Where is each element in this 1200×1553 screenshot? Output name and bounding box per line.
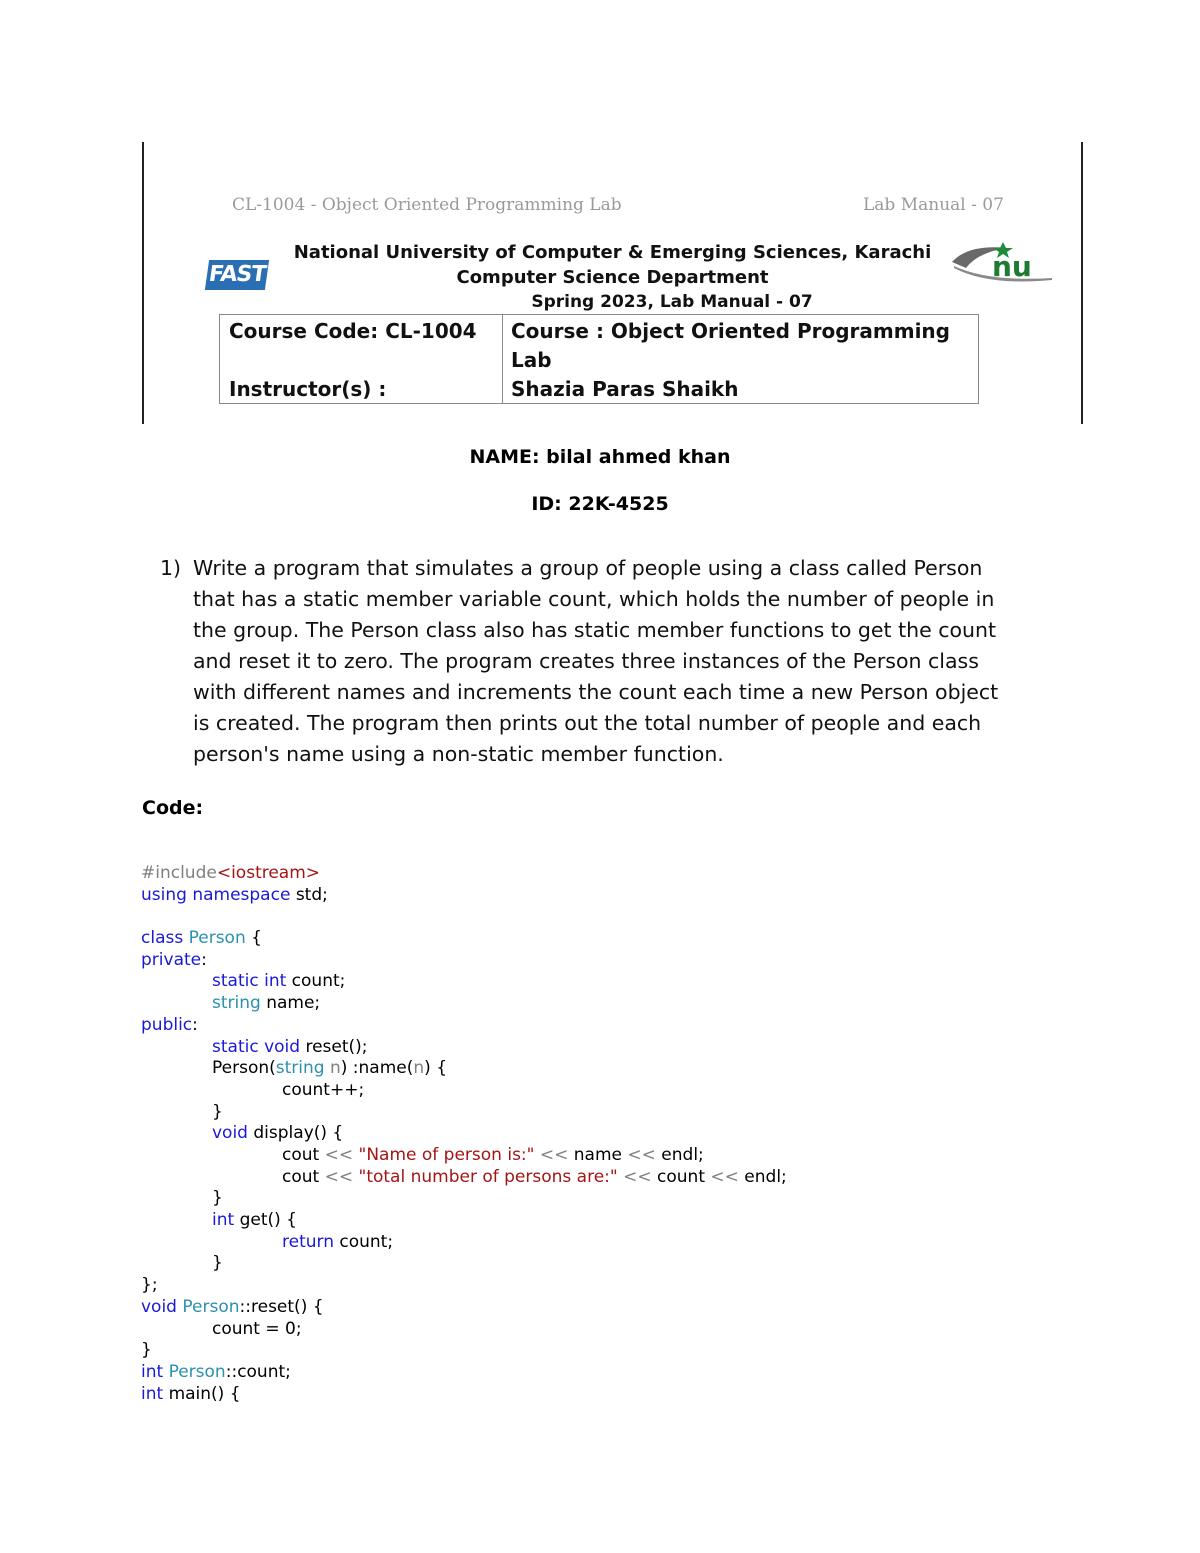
code-token: return [282,1232,334,1252]
code-line [141,1339,152,1361]
code-token: int [212,1210,235,1230]
question-line: that has a static member variable count, which holds the number of people in [193,587,995,611]
code-line [141,1057,447,1079]
code-line [141,862,320,884]
code-token: display() { [247,1123,344,1143]
question-line: Write a program that simulates a group of people using a class called Person [193,556,983,580]
code-line [141,949,207,971]
code-token: count; [286,971,346,991]
fast-logo: FAST [205,260,269,290]
code-token: Person( [212,1058,276,1078]
code-token: #include [141,863,217,883]
table-divider [502,315,503,403]
code-line [141,970,345,992]
code-token: "Name of person is:" [358,1145,535,1165]
code-token: namespace [192,885,291,905]
code-token: int [141,1384,164,1404]
question-line: and reset it to zero. The program creates three instances of the Person class [193,649,979,673]
code-line [141,1361,291,1383]
course-name-line2: Lab [511,348,552,372]
nu-logo-text: nu [992,250,1032,283]
code-line [141,1014,198,1036]
code-token: void [212,1123,248,1143]
code-token: get() { [234,1210,297,1230]
code-token: main() { [163,1384,241,1404]
code-token: } [141,1340,152,1360]
code-token: string [275,1058,325,1078]
code-token: << [324,1145,354,1165]
code-token: count; [237,1362,291,1382]
code-token: << [627,1145,656,1165]
code-token: ) { [424,1058,448,1078]
term-label: Spring 2023, Lab Manual - 07 [531,292,813,312]
code-token: } [212,1253,223,1273]
question-line: person's name using a non-static member function. [193,742,724,766]
code-token: int [264,971,287,991]
code-token: Person [182,1297,240,1317]
code-token: using [141,885,187,905]
code-token: int [141,1362,164,1382]
code-token: cout [282,1167,325,1187]
code-token: { [245,928,262,948]
code-token: :: [225,1362,238,1382]
code-line [141,1318,302,1340]
code-token: << [539,1145,569,1165]
student-id: ID: 22K-4525 [531,493,669,515]
code-line [141,1101,223,1123]
code-token: cout [282,1145,325,1165]
code-token: << [710,1167,739,1187]
code-line [141,884,328,906]
question-line: is created. The program then prints out the total number of people and each [193,711,982,735]
code-token: << [623,1167,652,1187]
code-heading: Code: [142,797,204,819]
code-line [141,1296,324,1318]
running-header-right: Lab Manual - 07 [863,195,1004,215]
course-info-table [219,314,979,404]
code-token: static [212,1037,259,1057]
course-code: Course Code: CL-1004 [229,319,477,343]
code-token: n [413,1058,425,1078]
instructor-label: Instructor(s) : [229,377,387,401]
code-token: : [192,1015,198,1035]
code-token: class [141,928,184,948]
code-token: Person [188,928,246,948]
code-token: :: [239,1297,251,1317]
question-text [193,553,1013,770]
code-token: void [264,1037,301,1057]
code-token: count [651,1167,711,1187]
code-token: count = 0; [212,1319,302,1339]
code-line [141,1274,158,1296]
code-token: name; [260,993,321,1013]
code-token: }; [141,1275,158,1295]
code-token: ) :name( [340,1058,414,1078]
department-name: Computer Science Department [456,267,769,288]
code-line [141,1122,343,1144]
code-token: Person [168,1362,226,1382]
code-token: } [212,1188,223,1208]
code-token: reset() { [251,1297,324,1317]
running-header-left: CL-1004 - Object Oriented Programming Lab [232,195,622,215]
code-token: reset(); [300,1037,368,1057]
code-line [141,927,262,949]
code-token: count++; [282,1080,365,1100]
code-token: std; [290,885,328,905]
code-token: "total number of persons are:" [358,1167,618,1187]
code-line [141,1252,223,1274]
code-token: <iostream> [216,863,321,883]
course-name-line1: Course : Object Oriented Programming [511,319,950,343]
student-name: NAME: bilal ahmed khan [469,446,731,468]
code-line [141,1079,364,1101]
question-line: the group. The Person class also has static member functions to get the count [193,618,997,642]
code-line [141,1187,223,1209]
code-token: : [201,950,207,970]
institution-title: National University of Computer & Emerging Sciences, Karachi [293,242,932,263]
code-line [141,1036,368,1058]
code-token: public [141,1015,193,1035]
question-number: 1) [160,556,182,580]
code-token: } [212,1102,223,1122]
code-token: count; [333,1232,394,1252]
code-token: << [324,1167,354,1187]
instructor-name: Shazia Paras Shaikh [511,377,739,401]
code-token: private [141,950,202,970]
code-token: endl; [655,1145,704,1165]
code-line [141,1144,704,1166]
question-line: with different names and increments the count each time a new Person object [193,680,999,704]
code-line [141,1166,787,1188]
code-line [141,992,320,1014]
code-token: name [568,1145,628,1165]
code-token: static [212,971,259,991]
code-token: string [212,993,261,1013]
code-line [141,1383,241,1405]
code-token: n [329,1058,341,1078]
code-token: endl; [738,1167,787,1187]
code-line [141,1209,297,1231]
code-token: void [141,1297,177,1317]
code-line [141,1231,393,1253]
